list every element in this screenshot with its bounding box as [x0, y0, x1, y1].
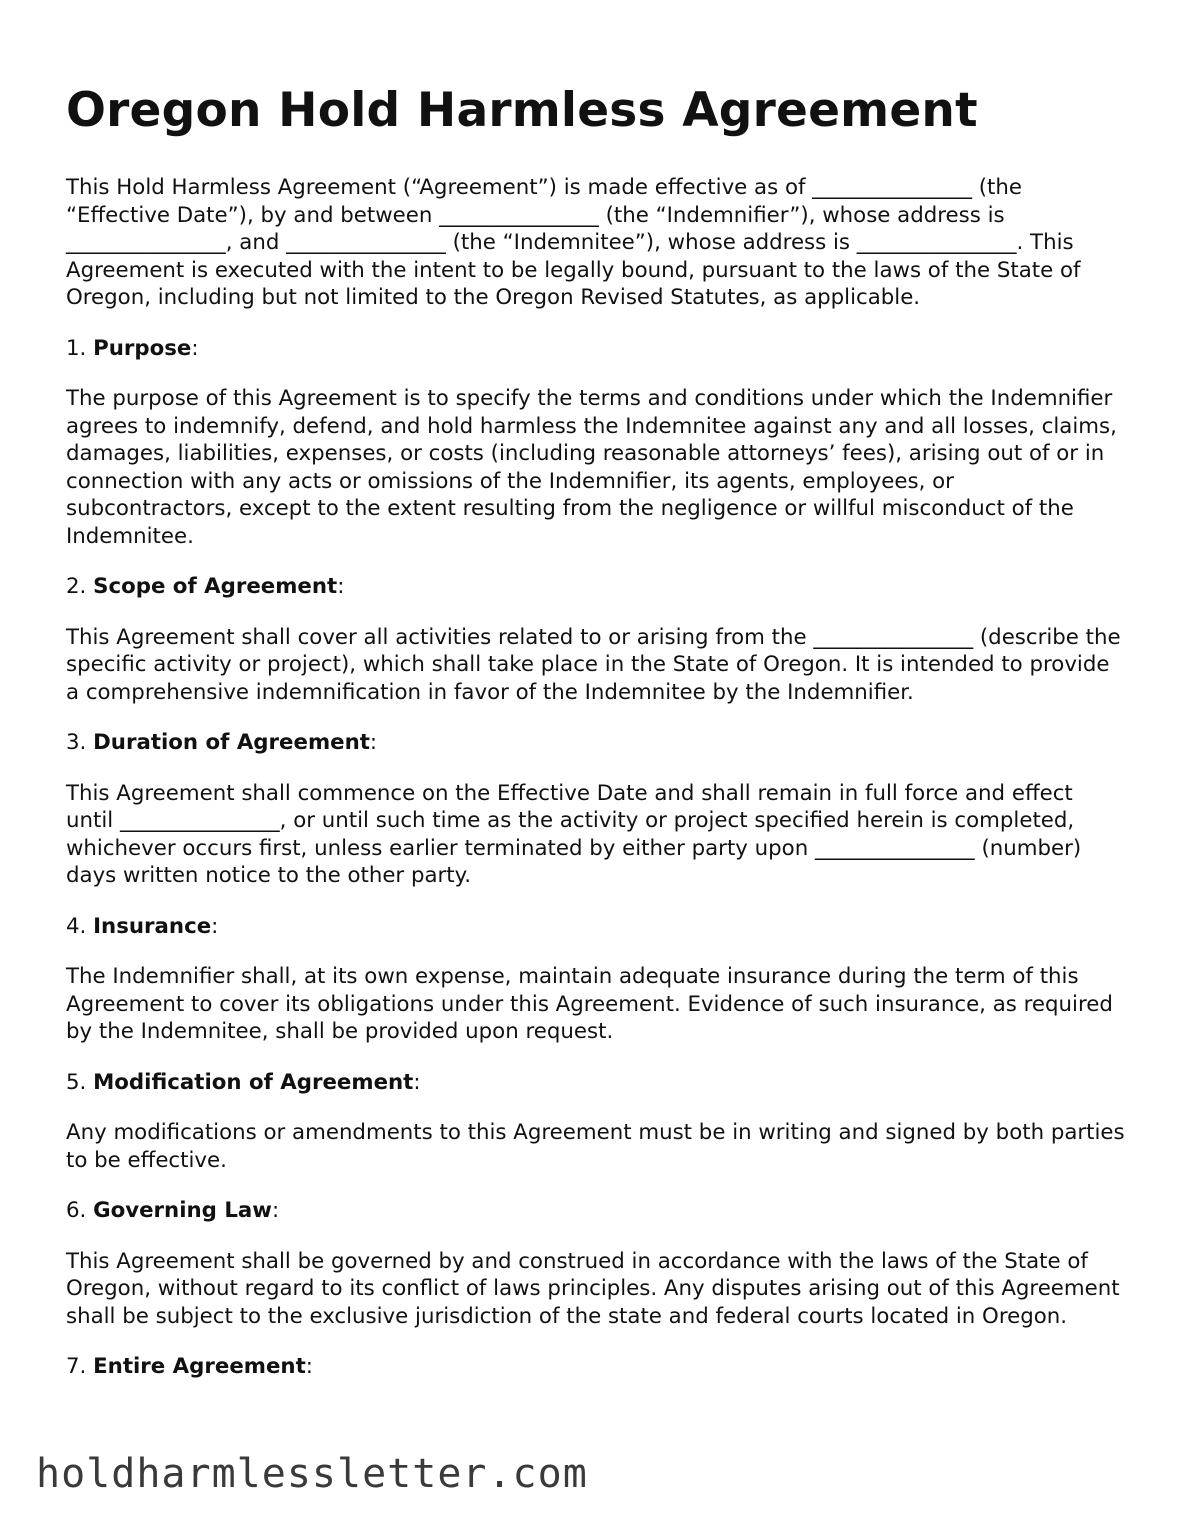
- section-title: Modification of Agreement: [93, 1069, 414, 1095]
- document-title: Oregon Hold Harmless Agreement: [66, 83, 978, 138]
- section-body: The Indemnifier shall, at its own expense, maintain adequate insurance during the term of this Agreement to cover its obligations under this Agreement. Evidence of such insurance, as required by the Indemnitee, shall be provided upon request.: [66, 964, 1113, 1044]
- section-body: The purpose of this Agreement is to specify the terms and conditions under which the Indemnifier agrees to indemnify, defend, and hold harmless the Indemnitee against any and all losses, claims, damages, liabilities, expenses, or costs (including reasonable attorneys’ fees), arising out of or in connection with any acts or omissions of the Indemnifier, its agents, employees, or subcontractors, except to the extent resulting from the negligence or willful misconduct of the Indemnitee.: [66, 386, 1117, 549]
- section-heading: [66, 1353, 1126, 1381]
- section-number: 4.: [66, 913, 87, 939]
- section-heading: [66, 1069, 1126, 1097]
- section-body: Any modifications or amendments to this Agreement must be in writing and signed by both parties to be effective.: [66, 1120, 1125, 1173]
- section-title: Scope of Agreement: [93, 574, 338, 599]
- section-colon: :: [337, 574, 345, 599]
- section-number: 3.: [66, 730, 87, 755]
- section-number: 6.: [66, 1198, 87, 1223]
- section-insurance: [66, 913, 1126, 1046]
- section-colon: :: [369, 730, 378, 755]
- section-body: This Agreement shall commence on the Effective Date and shall remain in full force and effect until _______________, or until such time as the activity or project specified herein is completed, whichever occurs first, unless earlier terminated by either party upon _______________ (number) days written notice to the other party.: [66, 780, 1082, 888]
- section-heading: [66, 1197, 1126, 1225]
- section-number: 1.: [66, 335, 87, 361]
- footer-watermark: holdharmlessletter.com: [36, 1451, 588, 1497]
- section-heading: [66, 729, 1126, 757]
- section-heading: [66, 573, 1126, 601]
- section-body: This Agreement shall be governed by and construed in accordance with the laws of the State of Oregon, without regard to its conflict of laws principles. Any disputes arising out of this Agreement shall be subject to the exclusive jurisdiction of the state and federal courts located in Oregon.: [66, 1248, 1120, 1329]
- section-colon: :: [191, 335, 199, 361]
- section-scope: [66, 573, 1126, 706]
- section-title: Entire Agreement: [93, 1354, 306, 1379]
- section-duration: [66, 729, 1126, 890]
- section-number: 5.: [66, 1069, 87, 1095]
- section-purpose: [66, 335, 1126, 551]
- section-number: 7.: [66, 1354, 87, 1379]
- section-title: Purpose: [93, 335, 192, 361]
- section-colon: :: [211, 913, 219, 939]
- intro-paragraph: This Hold Harmless Agreement (“Agreement”) is made effective as of _______________ (the “Effective Date”), by and between _______________ (the “Indemnifier”), whose address is _______________, and _______________ (the “Indemnitee”), whose address is _______________. This Agreement is executed with the intent to be legally bound, pursuant to the laws of the State of Oregon, including but not limited to the Oregon Revised Statutes, as applicable.: [66, 175, 1081, 310]
- section-colon: :: [271, 1198, 280, 1223]
- document-page: [66, 82, 1126, 1404]
- section-title: Duration of Agreement: [93, 730, 370, 755]
- section-title: Governing Law: [93, 1198, 272, 1223]
- section-heading: [66, 913, 1126, 941]
- section-governing-law: [66, 1197, 1126, 1330]
- section-colon: :: [413, 1069, 421, 1095]
- section-title: Insurance: [93, 913, 212, 939]
- section-modification: [66, 1069, 1126, 1175]
- section-body: This Agreement shall cover all activities related to or arising from the _______________ (describe the specific activity or project), which shall take place in the State of Oregon. It is intended to provide a comprehensive indemnification in favor of the Indemnitee by the Indemnifier.: [66, 624, 1121, 705]
- section-number: 2.: [66, 574, 87, 599]
- section-colon: :: [305, 1354, 313, 1379]
- section-entire-agreement: [66, 1353, 1126, 1381]
- section-heading: [66, 335, 1126, 363]
